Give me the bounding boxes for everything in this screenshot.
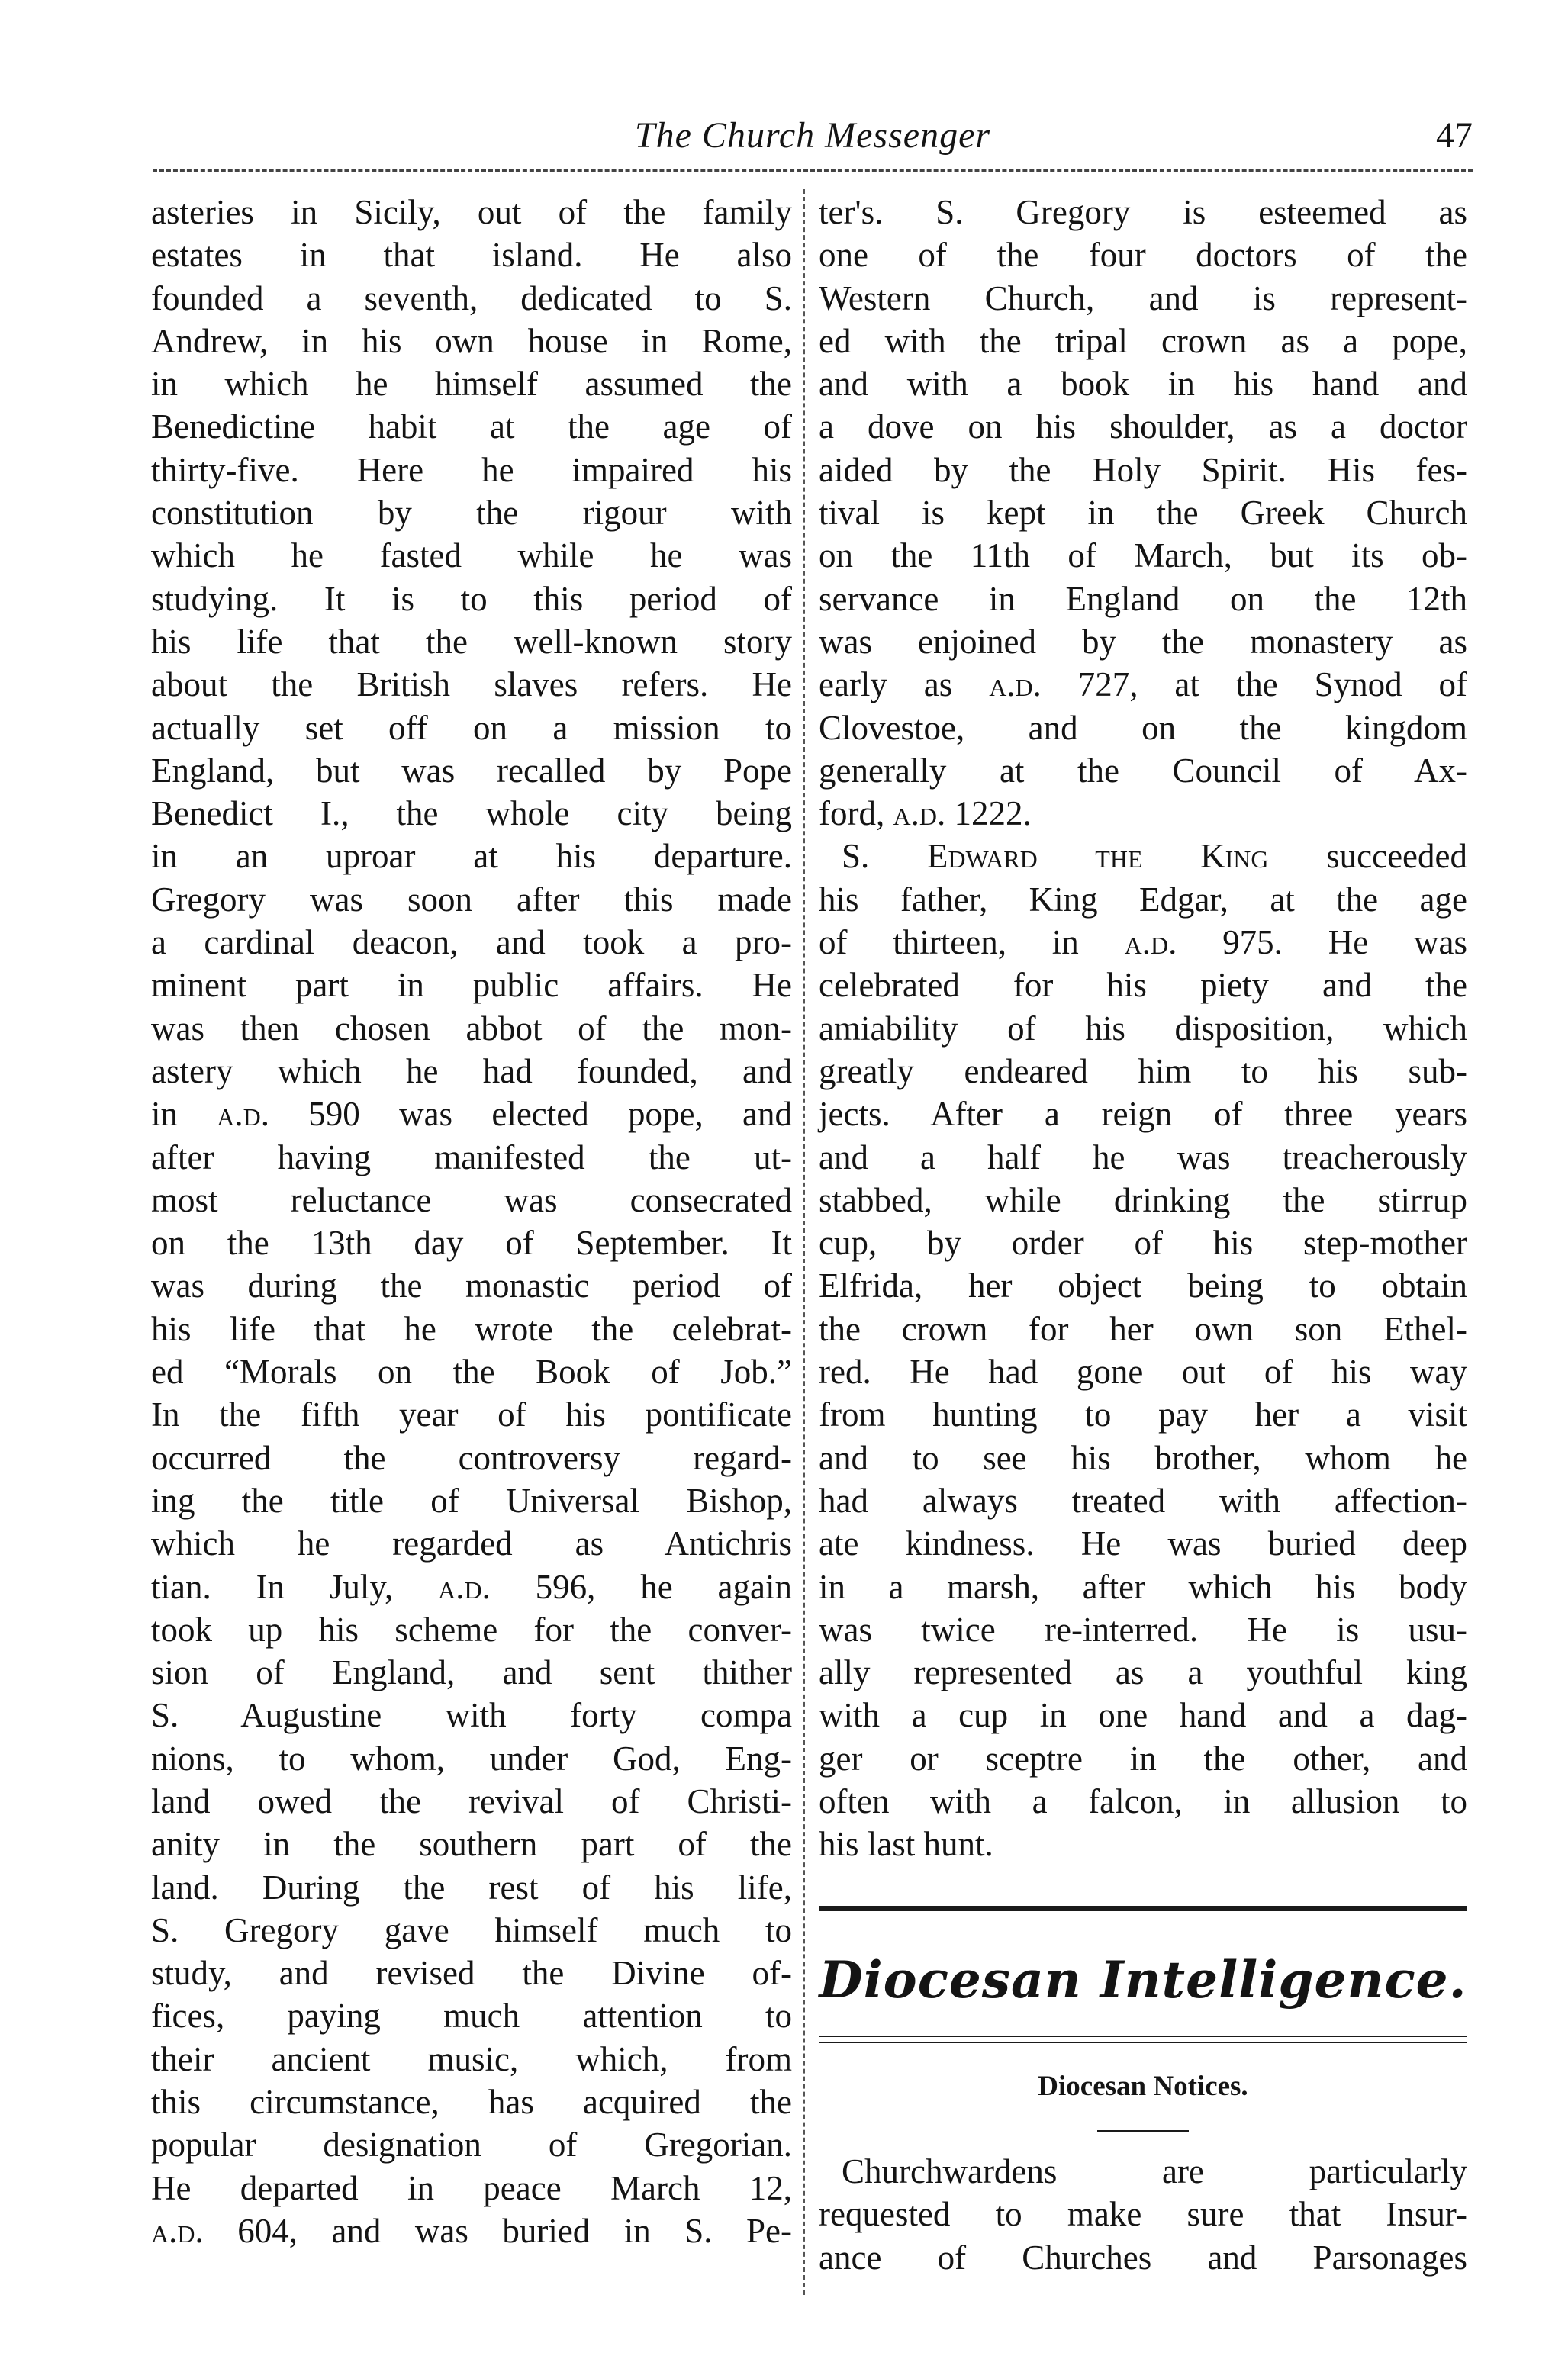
text-line: generally at the Council of Ax- <box>819 751 1467 790</box>
text-line: anity in the southern part of the <box>151 1825 792 1864</box>
sub-heading-rule <box>819 2130 1467 2132</box>
text-line: his last hunt. <box>819 1825 993 1864</box>
page-number: 47 <box>1436 115 1473 156</box>
text-line: ing the title of Universal Bishop, <box>151 1481 792 1520</box>
text-line: was twice re-interred. He is usu- <box>819 1610 1467 1649</box>
text-line: jects. After a reign of three years <box>819 1095 1467 1134</box>
text-line: on the 13th day of September. It <box>151 1224 792 1263</box>
text-line: early as a.d. 727, at the Synod of <box>819 665 1468 704</box>
text-line: and with a book in his hand and <box>819 365 1467 404</box>
text-line: his life that the well-known story <box>151 622 792 661</box>
text-line: asteries in Sicily, out of the family <box>151 193 792 231</box>
text-line: most reluctance was consecrated <box>151 1180 792 1219</box>
text-line: sion of England, and sent thither <box>151 1653 792 1692</box>
text-line: He departed in peace March 12, <box>151 2168 792 2207</box>
right-column-article <box>819 191 1467 1866</box>
text-line: often with a falcon, in allusion to <box>819 1781 1467 1820</box>
text-line: S. Edward the King succeeded <box>842 837 1467 876</box>
text-line: land owed the revival of Christi- <box>151 1781 792 1820</box>
running-title: The Church Messenger <box>634 115 991 156</box>
text-line: studying. It is to this period of <box>151 579 792 618</box>
text-line: Gregory was soon after this made <box>151 880 792 919</box>
text-line: founded a seventh, dedicated to S. <box>151 278 792 317</box>
text-line: Andrew, in his own house in Rome, <box>151 321 792 360</box>
text-line: and to see his brother, whom he <box>819 1438 1467 1477</box>
text-line: Western Church, and is represent- <box>819 278 1467 317</box>
text-line: nions, to whom, under God, Eng- <box>151 1739 792 1778</box>
text-line: of thirteen, in a.d. 975. He was <box>819 923 1467 962</box>
text-line: in an uproar at his departure. <box>151 837 792 876</box>
text-line: red. He had gone out of his way <box>819 1353 1467 1392</box>
text-line: study, and revised the Divine of- <box>151 1954 792 1993</box>
text-line: S. Augustine with forty compa <box>151 1696 792 1735</box>
text-line: Clovestoe, and on the kingdom <box>819 708 1467 747</box>
text-line: amiability of his disposition, which <box>819 1009 1467 1048</box>
text-line: which he fasted while he was <box>151 536 792 575</box>
text-line: Benedictine habit at the age of <box>151 407 792 446</box>
text-line: Churchwardens are particularly <box>842 2152 1467 2190</box>
text-line: land. During the rest of his life, <box>151 1868 792 1907</box>
text-line: had always treated with affection- <box>819 1481 1467 1520</box>
diocesan-notice <box>819 2150 1467 2279</box>
text-line: popular designation of Gregorian. <box>151 2126 792 2164</box>
text-line: in a marsh, after which his body <box>819 1567 1467 1606</box>
text-line: his father, King Edgar, at the age <box>819 880 1467 919</box>
text-line: from hunting to pay her a visit <box>819 1395 1467 1434</box>
text-line: took up his scheme for the conver- <box>151 1610 792 1649</box>
header-rule <box>153 169 1473 172</box>
text-line: servance in England on the 12th <box>819 579 1467 618</box>
text-line: ally represented as a youthful king <box>819 1653 1467 1692</box>
text-line: the crown for her own son Ethel- <box>819 1309 1467 1348</box>
text-line: greatly endeared him to his sub- <box>819 1051 1467 1090</box>
text-line: one of the four doctors of the <box>819 236 1467 275</box>
text-line: fices, paying much attention to <box>151 1997 792 2036</box>
text-line: in a.d. 590 was elected pope, and <box>151 1095 792 1134</box>
text-line: estates in that island. He also <box>151 236 792 275</box>
text-line: aided by the Holy Spirit. His fes- <box>819 450 1467 489</box>
text-line: which he regarded as Antichris <box>151 1524 792 1563</box>
text-line: ed with the tripal crown as a pope, <box>819 321 1467 360</box>
text-line: S. Gregory gave himself much to <box>151 1910 792 1949</box>
text-line: actually set off on a mission to <box>151 708 792 747</box>
text-line: tival is kept in the Greek Church <box>819 494 1467 533</box>
column-divider <box>803 189 805 2295</box>
text-line: England, but was recalled by Pope <box>151 751 792 790</box>
text-line: was enjoined by the monastery as <box>819 622 1467 661</box>
text-line: astery which he had founded, and <box>151 1051 792 1090</box>
section-double-rule <box>819 2036 1467 2043</box>
text-line: with a cup in one hand and a dag- <box>819 1696 1467 1735</box>
text-line: cup, by order of his step-mother <box>819 1224 1467 1263</box>
text-line: celebrated for his piety and the <box>819 966 1467 1005</box>
text-line: occurred the controversy regard- <box>151 1438 792 1477</box>
text-line: ed “Morals on the Book of Job.” <box>151 1353 792 1392</box>
text-line: in which he himself assumed the <box>151 365 792 404</box>
text-line: In the fifth year of his pontificate <box>151 1395 792 1434</box>
text-line: their ancient music, which, from <box>151 2039 792 2078</box>
text-line: a.d. 604, and was buried in S. Pe- <box>151 2211 792 2250</box>
text-line: a dove on his shoulder, as a doctor <box>819 407 1467 446</box>
section-heading: Diocesan Intelligence. <box>819 1950 1467 2010</box>
text-line: about the British slaves refers. He <box>151 665 792 704</box>
section-top-rule <box>819 1906 1467 1911</box>
text-line: and a half he was treacherously <box>819 1138 1467 1176</box>
left-column <box>151 191 792 2252</box>
text-line: Elfrida, her object being to obtain <box>819 1266 1467 1305</box>
sub-heading: Diocesan Notices. <box>1038 2071 1248 2102</box>
text-line: ter's. S. Gregory is esteemed as <box>819 193 1467 231</box>
text-line: tian. In July, a.d. 596, he again <box>151 1567 793 1606</box>
text-line: requested to make sure that Insur- <box>819 2195 1467 2234</box>
text-line: was during the monastic period of <box>151 1266 792 1305</box>
text-line: ate kindness. He was buried deep <box>819 1524 1467 1563</box>
text-line: ger or sceptre in the other, and <box>819 1739 1467 1778</box>
text-line: this circumstance, has acquired the <box>151 2083 792 2122</box>
text-line: thirty-five. Here he impaired his <box>151 450 792 489</box>
text-line: ford, a.d. 1222. <box>819 794 1032 833</box>
text-line: a cardinal deacon, and took a pro- <box>151 923 792 962</box>
running-head <box>153 114 1473 160</box>
text-line: stabbed, while drinking the stirrup <box>819 1180 1467 1219</box>
text-line: was then chosen abbot of the mon- <box>151 1009 792 1048</box>
text-line: ance of Churches and Parsonages <box>819 2238 1467 2277</box>
text-line: minent part in public affairs. He <box>151 966 792 1005</box>
text-line: on the 11th of March, but its ob- <box>819 536 1467 575</box>
text-line: his life that he wrote the celebrat- <box>151 1309 792 1348</box>
text-line: constitution by the rigour with <box>151 494 792 533</box>
text-line: after having manifested the ut- <box>151 1138 792 1176</box>
text-line: Benedict I., the whole city being <box>151 794 792 833</box>
